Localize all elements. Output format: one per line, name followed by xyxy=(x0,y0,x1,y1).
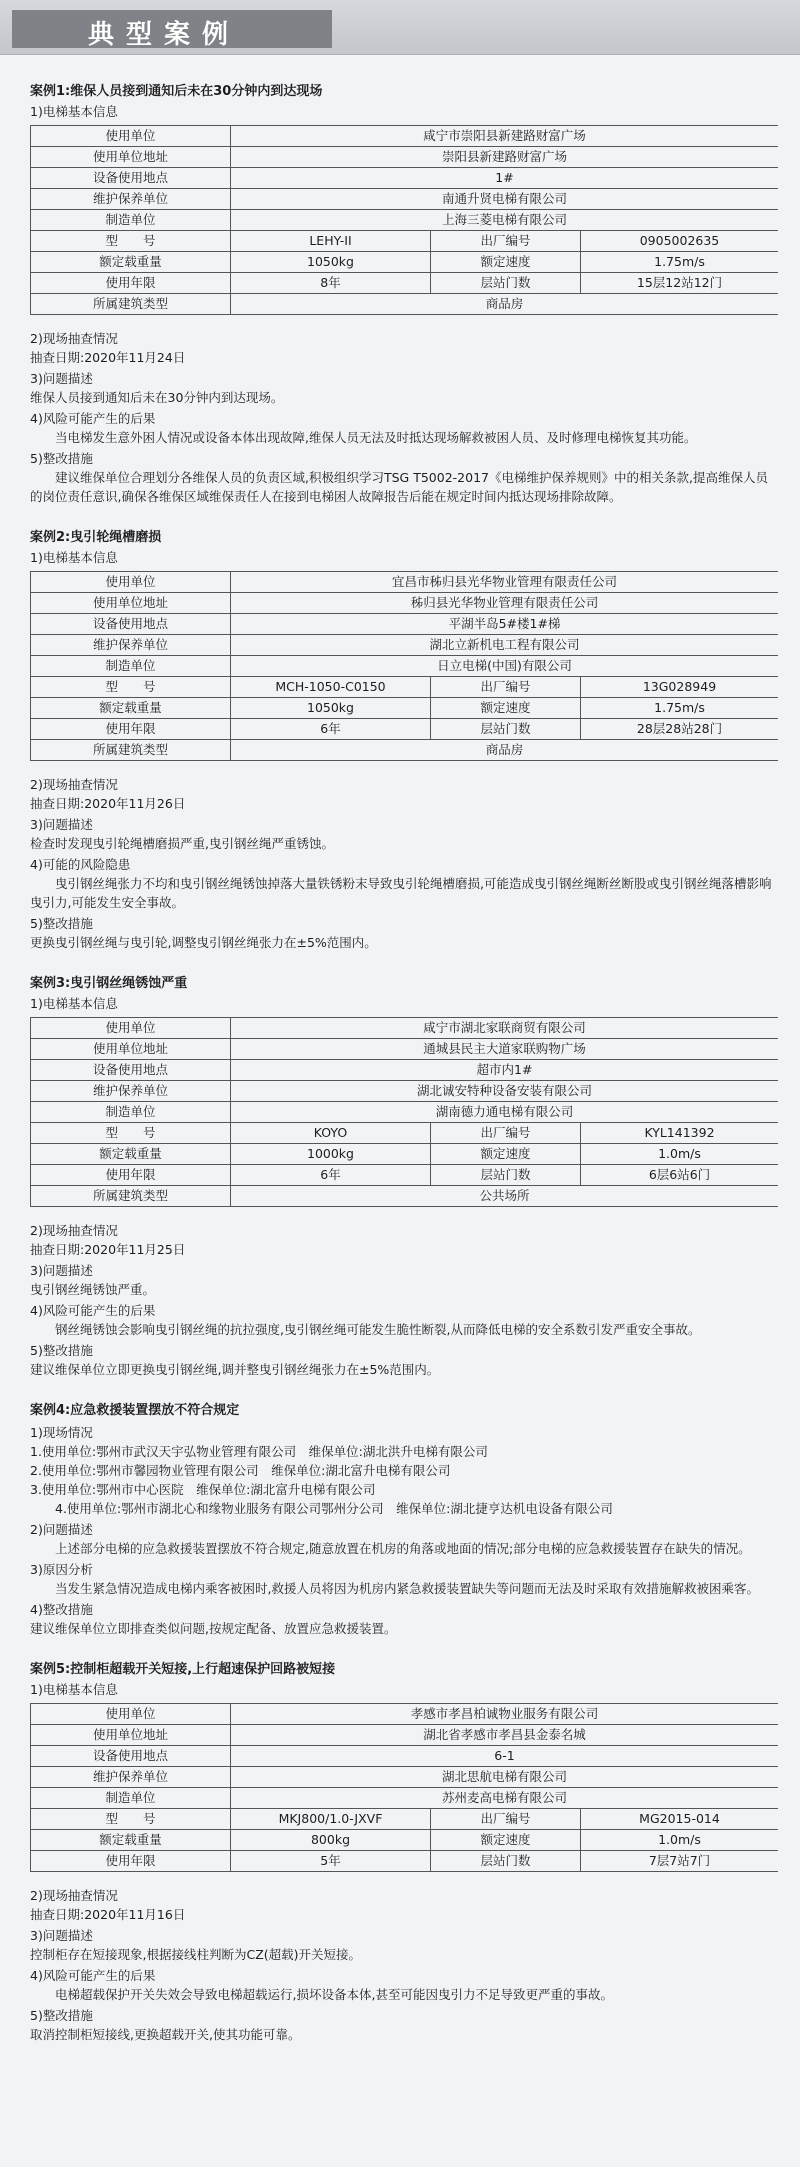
field-value: 8年 xyxy=(231,273,431,294)
field-value: 苏州麦高电梯有限公司 xyxy=(231,1788,779,1809)
field-value: 1050kg xyxy=(231,252,431,273)
field-value: 湖南德力通电梯有限公司 xyxy=(231,1102,779,1123)
field-value: 通城县民主大道家联购物广场 xyxy=(231,1039,779,1060)
table-row xyxy=(31,1830,779,1851)
section-text: 建议维保单位立即更换曳引钢丝绳,调并整曳引钢丝绳张力在±5%范围内。 xyxy=(30,1362,440,1377)
section-text: 曳引钢丝绳锈蚀严重。 xyxy=(30,1282,156,1297)
page-title: 典型案例 xyxy=(88,20,241,50)
table-row xyxy=(31,189,779,210)
table-row xyxy=(31,1767,779,1788)
field-label: 使用年限 xyxy=(31,719,231,740)
field-label: 使用单位地址 xyxy=(31,593,231,614)
field-label: 使用单位 xyxy=(31,572,231,593)
field-value: KOYO xyxy=(231,1123,431,1144)
table-row xyxy=(31,231,779,252)
section-heading: 1)电梯基本信息 xyxy=(30,996,118,1011)
field-value: 日立电梯(中国)有限公司 xyxy=(231,656,779,677)
section-text: 上述部分电梯的应急救援装置摆放不符合规定,随意放置在机房的角落或地面的情况;部分电梯的应急救援装置存在缺失的情况。 xyxy=(55,1541,751,1556)
field-value: 公共场所 xyxy=(231,1186,779,1207)
field-value: 15层12站12门 xyxy=(581,273,779,294)
section-text: 建议维保单位合理划分各维保人员的负责区域,积极组织学习TSG T5002-2017《电梯维护保养规则》中的相关条款,提高维保人员的岗位责任意识,确保各维保区域维保责任人在接到电梯困人故障报告后能在规定时间内抵达现场排除故障。 xyxy=(30,470,768,504)
field-value: 1# xyxy=(231,168,779,189)
field-label: 层站门数 xyxy=(431,273,581,294)
field-label: 制造单位 xyxy=(31,656,231,677)
section-text: 当电梯发生意外困人情况或设备本体出现故障,维保人员无法及时抵达现场解救被困人员、及时修理电梯恢复其功能。 xyxy=(55,430,697,445)
section-heading: 4)风险可能产生的后果 xyxy=(30,411,156,426)
field-label: 维护保养单位 xyxy=(31,1081,231,1102)
section-text: 2.使用单位:鄂州市馨园物业管理有限公司 维保单位:湖北富升电梯有限公司 xyxy=(30,1463,451,1478)
field-label: 使用单位地址 xyxy=(31,147,231,168)
section-text: 抽查日期:2020年11月25日 xyxy=(30,1242,186,1257)
table-row xyxy=(31,719,779,740)
table-row xyxy=(31,1704,779,1725)
field-value: 7层7站7门 xyxy=(581,1851,779,1872)
table-row xyxy=(31,126,779,147)
table-row xyxy=(31,1060,779,1081)
table-row xyxy=(31,1725,779,1746)
case-title: 案例3:曳引钢丝绳锈蚀严重 xyxy=(30,976,188,991)
field-label: 层站门数 xyxy=(431,1851,581,1872)
table-row xyxy=(31,252,779,273)
field-value: 1.0m/s xyxy=(581,1144,779,1165)
field-value: 1.75m/s xyxy=(581,698,779,719)
section-heading: 1)电梯基本信息 xyxy=(30,1682,118,1697)
field-label: 使用单位地址 xyxy=(31,1725,231,1746)
field-value: 0905002635 xyxy=(581,231,779,252)
section-heading: 5)整改措施 xyxy=(30,916,93,931)
table-row xyxy=(31,1018,779,1039)
field-label: 额定速度 xyxy=(431,252,581,273)
section-heading: 1)现场情况 xyxy=(30,1425,93,1440)
table-row xyxy=(31,273,779,294)
field-value: MG2015-014 xyxy=(581,1809,779,1830)
field-label: 所属建筑类型 xyxy=(31,740,231,761)
section-text: 维保人员接到通知后未在30分钟内到达现场。 xyxy=(30,390,284,405)
field-value: 6年 xyxy=(231,1165,431,1186)
field-value: 湖北思航电梯有限公司 xyxy=(231,1767,779,1788)
field-label: 型 号 xyxy=(31,1123,231,1144)
field-label: 设备使用地点 xyxy=(31,168,231,189)
field-label: 使用年限 xyxy=(31,273,231,294)
section-heading: 1)电梯基本信息 xyxy=(30,104,118,119)
field-value: 崇阳县新建路财富广场 xyxy=(231,147,779,168)
section-text: 检查时发现曳引轮绳槽磨损严重,曳引钢丝绳严重锈蚀。 xyxy=(30,836,334,851)
field-label: 额定载重量 xyxy=(31,252,231,273)
table-row xyxy=(31,1123,779,1144)
field-value: 6层6站6门 xyxy=(581,1165,779,1186)
table-row xyxy=(31,1746,779,1767)
field-value: 800kg xyxy=(231,1830,431,1851)
field-value: 湖北诚安特种设备安装有限公司 xyxy=(231,1081,779,1102)
field-label: 使用单位 xyxy=(31,1018,231,1039)
section-text: 抽查日期:2020年11月26日 xyxy=(30,796,186,811)
section-heading: 3)问题描述 xyxy=(30,1928,93,1943)
field-label: 型 号 xyxy=(31,231,231,252)
field-label: 出厂编号 xyxy=(431,231,581,252)
field-label: 层站门数 xyxy=(431,719,581,740)
field-label: 层站门数 xyxy=(431,1165,581,1186)
field-label: 额定速度 xyxy=(431,1830,581,1851)
table-row xyxy=(31,740,779,761)
table-row xyxy=(31,210,779,231)
elevator-info-table xyxy=(30,125,778,315)
section-heading: 5)整改措施 xyxy=(30,451,93,466)
section-text: 控制柜存在短接现象,根据接线柱判断为CZ(超载)开关短接。 xyxy=(30,1947,362,1962)
field-label: 制造单位 xyxy=(31,210,231,231)
section-heading: 2)现场抽查情况 xyxy=(30,331,118,346)
field-label: 出厂编号 xyxy=(431,1809,581,1830)
section-text: 3.使用单位:鄂州市中心医院 维保单位:湖北富升电梯有限公司 xyxy=(30,1482,376,1497)
field-label: 维护保养单位 xyxy=(31,189,231,210)
case-title: 案例5:控制柜超载开关短接,上行超速保护回路被短接 xyxy=(30,1662,336,1677)
section-text: 抽查日期:2020年11月24日 xyxy=(30,350,186,365)
field-value: KYL141392 xyxy=(581,1123,779,1144)
section-heading: 3)问题描述 xyxy=(30,817,93,832)
field-value: 南通升贤电梯有限公司 xyxy=(231,189,779,210)
field-value: 商品房 xyxy=(231,740,779,761)
field-value: 商品房 xyxy=(231,294,779,315)
field-label: 设备使用地点 xyxy=(31,1746,231,1767)
section-heading: 5)整改措施 xyxy=(30,2008,93,2023)
elevator-info-table xyxy=(30,571,778,761)
field-label: 型 号 xyxy=(31,677,231,698)
section-heading: 4)风险可能产生的后果 xyxy=(30,1968,156,1983)
section-text: 曳引钢丝绳张力不均和曳引钢丝绳锈蚀掉落大量铁锈粉末导致曳引轮绳槽磨损,可能造成曳引钢丝绳断丝断股或曳引钢丝绳落槽影响曳引力,可能发生安全事故。 xyxy=(30,876,772,910)
field-value: 湖北省孝感市孝昌县金泰名城 xyxy=(231,1725,779,1746)
field-label: 制造单位 xyxy=(31,1788,231,1809)
field-label: 制造单位 xyxy=(31,1102,231,1123)
field-label: 使用单位 xyxy=(31,126,231,147)
field-value: 1.0m/s xyxy=(581,1830,779,1851)
field-value: 6-1 xyxy=(231,1746,779,1767)
case-title: 案例1:维保人员接到通知后未在30分钟内到达现场 xyxy=(30,84,323,99)
section-heading: 4)可能的风险隐患 xyxy=(30,857,131,872)
field-label: 额定载重量 xyxy=(31,1144,231,1165)
case-title: 案例4:应急救援装置摆放不符合规定 xyxy=(30,1403,240,1418)
field-label: 使用单位 xyxy=(31,1704,231,1725)
field-value: 宜昌市秭归县光华物业管理有限责任公司 xyxy=(231,572,779,593)
section-heading: 4)风险可能产生的后果 xyxy=(30,1303,156,1318)
field-label: 维护保养单位 xyxy=(31,635,231,656)
field-label: 所属建筑类型 xyxy=(31,1186,231,1207)
case-block xyxy=(30,528,778,952)
table-row xyxy=(31,698,779,719)
table-row xyxy=(31,1809,779,1830)
field-label: 使用年限 xyxy=(31,1851,231,1872)
field-label: 出厂编号 xyxy=(431,677,581,698)
field-value: 5年 xyxy=(231,1851,431,1872)
field-label: 额定速度 xyxy=(431,1144,581,1165)
section-heading: 2)问题描述 xyxy=(30,1522,93,1537)
case-block xyxy=(30,974,778,1379)
table-row xyxy=(31,168,779,189)
section-heading: 2)现场抽查情况 xyxy=(30,1888,118,1903)
table-row xyxy=(31,1186,779,1207)
table-row xyxy=(31,1851,779,1872)
section-heading: 3)问题描述 xyxy=(30,1263,93,1278)
table-row xyxy=(31,1165,779,1186)
field-label: 设备使用地点 xyxy=(31,614,231,635)
section-text: 建议维保单位立即排查类似问题,按规定配备、放置应急救援装置。 xyxy=(30,1621,397,1636)
section-heading: 3)问题描述 xyxy=(30,371,93,386)
header-bar xyxy=(0,0,800,55)
table-row xyxy=(31,1081,779,1102)
field-label: 出厂编号 xyxy=(431,1123,581,1144)
section-heading: 2)现场抽查情况 xyxy=(30,777,118,792)
case-block xyxy=(30,1660,778,2044)
elevator-info-table xyxy=(30,1703,778,1872)
table-row xyxy=(31,635,779,656)
field-value: 平湖半岛5#楼1#梯 xyxy=(231,614,779,635)
field-value: 超市内1# xyxy=(231,1060,779,1081)
field-label: 使用单位地址 xyxy=(31,1039,231,1060)
field-label: 额定载重量 xyxy=(31,698,231,719)
section-text: 1.使用单位:鄂州市武汉天宇弘物业管理有限公司 维保单位:湖北洪升电梯有限公司 xyxy=(30,1444,488,1459)
section-text: 更换曳引钢丝绳与曳引轮,调整曳引钢丝绳张力在±5%范围内。 xyxy=(30,935,377,950)
field-value: 咸宁市崇阳县新建路财富广场 xyxy=(231,126,779,147)
section-text: 4.使用单位:鄂州市湖北心和缘物业服务有限公司鄂州分公司 维保单位:湖北捷亨达机电设备有限公司 xyxy=(55,1501,613,1516)
field-value: 秭归县光华物业管理有限责任公司 xyxy=(231,593,779,614)
field-value: 上海三菱电梯有限公司 xyxy=(231,210,779,231)
field-label: 型 号 xyxy=(31,1809,231,1830)
table-row xyxy=(31,677,779,698)
field-value: 28层28站28门 xyxy=(581,719,779,740)
field-value: 孝感市孝昌柏诚物业服务有限公司 xyxy=(231,1704,779,1725)
field-value: 1.75m/s xyxy=(581,252,779,273)
field-value: MCH-1050-C0150 xyxy=(231,677,431,698)
table-row xyxy=(31,1039,779,1060)
case-block xyxy=(30,82,778,506)
table-row xyxy=(31,1144,779,1165)
field-label: 使用年限 xyxy=(31,1165,231,1186)
section-heading: 5)整改措施 xyxy=(30,1343,93,1358)
field-label: 额定速度 xyxy=(431,698,581,719)
section-heading: 3)原因分析 xyxy=(30,1562,93,1577)
field-value: 1050kg xyxy=(231,698,431,719)
elevator-info-table xyxy=(30,1017,778,1207)
table-row xyxy=(31,593,779,614)
section-text: 抽查日期:2020年11月16日 xyxy=(30,1907,186,1922)
table-row xyxy=(31,572,779,593)
table-row xyxy=(31,1102,779,1123)
case-title: 案例2:曳引轮绳槽磨损 xyxy=(30,530,162,545)
field-label: 额定载重量 xyxy=(31,1830,231,1851)
table-row xyxy=(31,614,779,635)
case-block xyxy=(30,1401,778,1638)
section-heading: 4)整改措施 xyxy=(30,1602,93,1617)
section-heading: 1)电梯基本信息 xyxy=(30,550,118,565)
table-row xyxy=(31,1788,779,1809)
section-text: 电梯超载保护开关失效会导致电梯超载运行,损坏设备本体,甚至可能因曳引力不足导致更严重的事故。 xyxy=(55,1987,613,2002)
field-value: 13G028949 xyxy=(581,677,779,698)
table-row xyxy=(31,656,779,677)
field-label: 维护保养单位 xyxy=(31,1767,231,1788)
table-row xyxy=(31,147,779,168)
section-text: 当发生紧急情况造成电梯内乘客被困时,救援人员将因为机房内紧急救援装置缺失等问题而无法及时采取有效措施解救被困乘客。 xyxy=(55,1581,759,1596)
field-value: LEHY-II xyxy=(231,231,431,252)
field-value: 咸宁市湖北家联商贸有限公司 xyxy=(231,1018,779,1039)
section-text: 钢丝绳锈蚀会影响曳引钢丝绳的抗拉强度,曳引钢丝绳可能发生脆性断裂,从而降低电梯的安全系数引发严重安全事故。 xyxy=(55,1322,701,1337)
field-label: 设备使用地点 xyxy=(31,1060,231,1081)
field-label: 所属建筑类型 xyxy=(31,294,231,315)
table-row xyxy=(31,294,779,315)
field-value: 6年 xyxy=(231,719,431,740)
case-list xyxy=(30,82,778,2152)
section-text: 取消控制柜短接线,更换超载开关,使其功能可靠。 xyxy=(30,2027,301,2042)
field-value: 湖北立新机电工程有限公司 xyxy=(231,635,779,656)
section-heading: 2)现场抽查情况 xyxy=(30,1223,118,1238)
field-value: 1000kg xyxy=(231,1144,431,1165)
field-value: MKJ800/1.0-JXVF xyxy=(231,1809,431,1830)
